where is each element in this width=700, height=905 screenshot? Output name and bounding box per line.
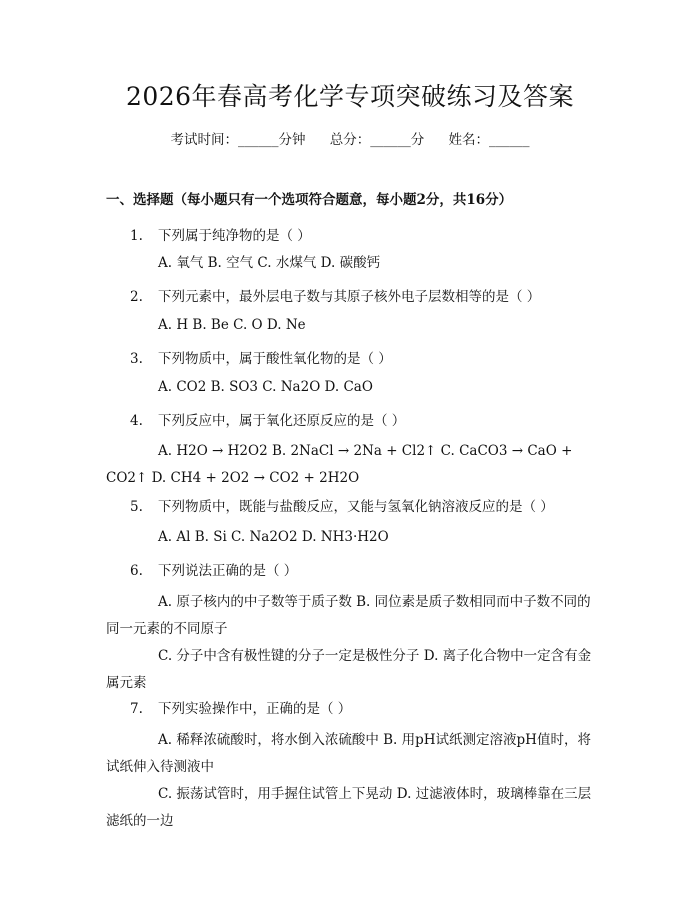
question-6-options-ab: A. 原子核内的中子数等于质子数 B. 同位素是质子数相同而中子数不同的同一元素的不同原子 (106, 594, 591, 637)
question-4-options: A. H2O → H2O2 B. 2NaCl → 2Na + Cl2↑ C. CaCO3 → CaO + CO2↑ D. CH4 + 2O2 → CO2 + 2H2O (106, 443, 573, 486)
exam-time: 考试时间：______分钟 (170, 132, 306, 148)
question-text: 下列反应中，属于氧化还原反应的是（ ） (158, 413, 406, 429)
exam-info (0, 130, 700, 150)
page-title: 2026年春高考化学专项突破练习及答案 (125, 82, 575, 111)
question-7 (130, 699, 670, 719)
question-7-options-ab: A. 稀释浓硫酸时，将水倒入浓硫酸中 B. 用pH试纸测定溶液pH值时，将试纸伸入待测液中 (106, 732, 591, 775)
question-text: 下列说法正确的是（ ） (158, 563, 298, 579)
question-5-options: A. Al B. Si C. Na2O2 D. NH3·H2O (158, 529, 389, 545)
question-2-options: A. H B. Be C. O D. Ne (158, 317, 306, 333)
question-number: 3. (130, 351, 143, 367)
question-2 (130, 287, 670, 307)
total-score: 总分：______分 (329, 132, 425, 148)
question-number: 5. (130, 499, 143, 515)
question-3 (130, 349, 670, 369)
question-number: 2. (130, 289, 143, 305)
question-1-options: A. 氧气 B. 空气 C. 水煤气 D. 碳酸钙 (158, 255, 381, 271)
question-6 (130, 561, 670, 581)
question-6-options-cd: C. 分子中含有极性键的分子一定是极性分子 D. 离子化合物中一定含有金属元素 (106, 648, 592, 691)
question-number: 6. (130, 563, 143, 579)
question-text: 下列物质中，属于酸性氧化物的是（ ） (158, 351, 392, 367)
question-number: 4. (130, 413, 143, 429)
question-text: 下列实验操作中，正确的是（ ） (158, 701, 352, 717)
question-number: 7. (130, 701, 143, 717)
question-5 (130, 497, 670, 517)
section-heading: 一、选择题（每小题只有一个选项符合题意，每小题2分，共16分） (106, 192, 513, 208)
question-7-options-cd: C. 振荡试管时，用手握住试管上下晃动 D. 过滤液体时，玻璃棒靠在三层滤纸的一边 (106, 786, 592, 829)
question-3-options: A. CO2 B. SO3 C. Na2O D. CaO (158, 379, 373, 395)
question-1 (130, 226, 670, 246)
question-text: 下列元素中，最外层电子数与其原子核外电子层数相等的是（ ） (158, 289, 541, 305)
question-number: 1. (130, 228, 143, 244)
question-text: 下列物质中，既能与盐酸反应，又能与氢氧化钠溶液反应的是（ ） (158, 499, 554, 515)
student-name: 姓名：______ (448, 132, 530, 148)
question-text: 下列属于纯净物的是（ ） (158, 228, 311, 244)
question-4 (130, 411, 670, 431)
